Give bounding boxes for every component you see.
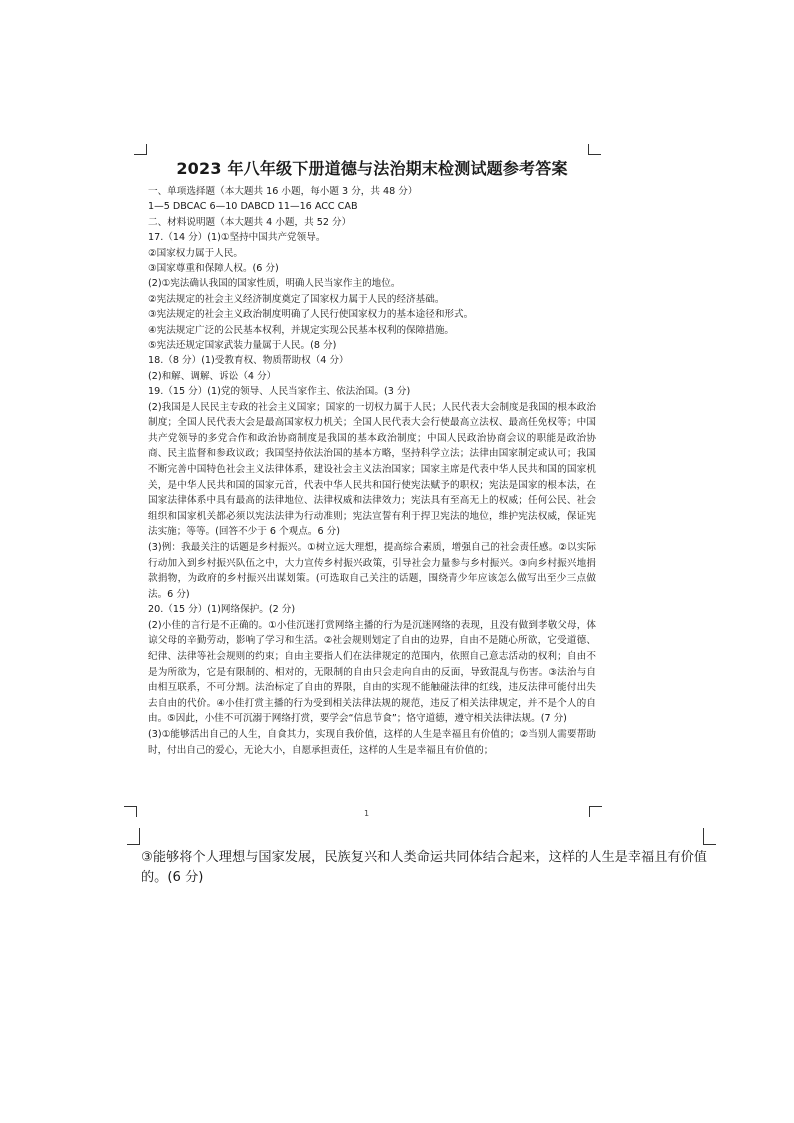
answer-line: (2)和解、调解、诉讼（4 分） <box>148 370 277 382</box>
answer-line: ②国家权力属于人民。 <box>148 247 243 259</box>
crop-mark-page2-left <box>127 828 140 845</box>
answer-sheet-page-2: ③能够将个人理想与国家发展，民族复兴和人类命运共同体结合起来，这样的人生是幸福且有价值的。(6 分) <box>141 850 707 885</box>
answer-line: 18.（8 分）(1)受教育权、物质帮助权（4 分） <box>148 355 349 367</box>
answer-line-20-1: 20.（15 分）(1)网络保护。(2 分) <box>148 604 296 616</box>
answer-line: ③宪法规定的社会主义政治制度明确了人民行使国家权力的基本途径和形式。 <box>148 309 474 321</box>
crop-mark-page2-right <box>703 828 716 845</box>
answer-line: ⑤宪法还规定国家武装力量属于人民。(8 分) <box>148 340 337 352</box>
answer-paragraph-20-2: (2)小佳的言行是不正确的。①小佳沉迷打赏网络主播的行为是沉迷网络的表现，且没有做到孝敬父母，体谅父母的辛勤劳动，影响了学习和生活。②社会规则划定了自由的边界，自由不是随心所欲，它受道德、纪律、法律等社会规则的约束；自由主要指人们在法律规定的范围内，依照自己意志活动的权利；自由不是为所欲为，它是有限制的、相对的，无限制的自由只会走向自由的反面，导致混乱与伤害。③法治与自由相互联系，不可分割。法治标定了自由的界限，自由的实现不能触碰法律的红线，违反法律可能付出失去自由的代价。④小佳打赏主播的行为受到相关法律法规的规范，违反了相关法律规定，并不是个人的自由。⑤因此，小佳不可沉溺于网络打赏，要学会“信息节食”；恪守道德，遵守相关法律法规。(7 分) <box>148 619 596 725</box>
section-heading: 二、材料说明题（本大题共 4 小题，共 52 分） <box>148 216 352 228</box>
answer-line: ②宪法规定的社会主义经济制度奠定了国家权力属于人民的经济基础。 <box>148 293 445 305</box>
crop-mark-top-left <box>134 144 147 155</box>
answer-line: ③国家尊重和保障人权。(6 分) <box>148 263 279 275</box>
answer-paragraph-19-3: (3)例：我最关注的话题是乡村振兴。①树立远大理想，提高综合素质，增强自己的社会责任感。②以实际行动加入到乡村振兴队伍之中，大力宣传乡村振兴政策，引导社会力量参与乡村振兴。③向乡村振兴地捐款捐物，为政府的乡村振兴出谋划策。(可选取自己关注的话题，围绕青少年应该怎么做写出至少三点做法。6 分) <box>148 542 596 600</box>
answer-line: 19.（15 分）(1)党的领导、人民当家作主、依法治国。(3 分) <box>148 386 411 398</box>
answer-line: 17.（14 分）(1)①坚持中国共产党领导。 <box>148 232 326 244</box>
crop-mark-bottom-left <box>124 806 137 817</box>
answer-paragraph-20-3: (3)①能够活出自己的人生，自食其力，实现自我价值，这样的人生是幸福且有价值的；②当别人需要帮助时，付出自己的爱心，无论大小，自愿承担责任，这样的人生是幸福且有价值的； <box>148 728 596 756</box>
document-title: 2023 年八年级下册道德与法治期末检测试题参考答案 <box>176 159 568 178</box>
answer-line: 1—5 DBCAC 6—10 DABCD 11—16 ACC CAB <box>148 201 358 213</box>
crop-mark-top-right <box>588 144 601 155</box>
answer-paragraph-19-2: (2)我国是人民民主专政的社会主义国家；国家的一切权力属于人民；人民代表大会制度是我国的根本政治制度；全国人民代表大会是最高国家权力机关；全国人民代表大会行使最高立法权、最高任免权等；中国共产党领导的多党合作和政治协商制度是我国的基本政治制度；中国人民政治协商会议的职能是政治协商、民主监督和参政议政；我国坚持依法治国的基本方略，坚持科学立法；法律由国家制定或认可；我国不断完善中国特色社会主义法律体系，建设社会主义法治国家；国家主席是代表中华人民共和国的国家机关，是中华人民共和国的国家元首，代表中华人民共和国行使宪法赋予的职权；宪法是国家的根本法，在国家法律体系中具有最高的法律地位、法律权威和法律效力；宪法具有至高无上的权威；任何公民、社会组织和国家机关都必须以宪法法律为行动准则；宪法宣誓有利于捍卫宪法的地位，维护宪法权威，保证宪法实施；等等。(回答不少于 6 个观点。6 分) <box>148 401 596 538</box>
crop-mark-bottom-right <box>589 806 602 817</box>
section-heading: 一、单项选择题（本大题共 16 小题，每小题 3 分，共 48 分） <box>148 186 418 197</box>
answer-line: (2)①宪法确认我国的国家性质，明确人民当家作主的地位。 <box>148 278 401 290</box>
answer-line: ④宪法规定广泛的公民基本权利，并规定实现公民基本权利的保障措施。 <box>148 324 455 336</box>
page-number: 1 <box>364 809 370 818</box>
answer-sheet-page-1 <box>148 158 596 758</box>
